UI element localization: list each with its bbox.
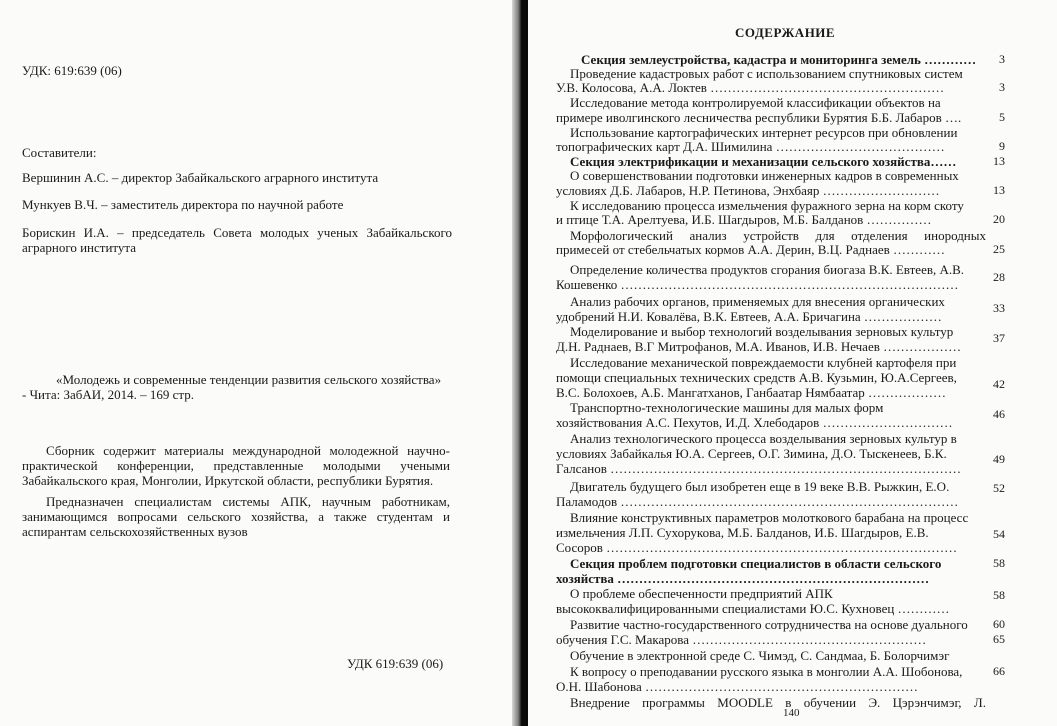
- toc-page-7: 20: [993, 212, 1005, 226]
- toc-page-8: 25: [993, 242, 1005, 256]
- toc-line-40: Обучение в электронной среде С. Чимэд, С. Сандмаа, Б. Болорчимэг: [570, 648, 950, 663]
- toc-line-25: хозяйствования А.С. Пехутов, И.Д. Хлебодаров …………………………: [556, 415, 953, 430]
- toc-page-21: 66: [993, 664, 1005, 678]
- toc-line-17: Анализ рабочих органов, применяемых для внесения органических: [570, 294, 945, 309]
- toc-line-18: удобрений Н.И. Ковалёва, В.К. Евтеев, А.А. Бричагина ………………: [556, 309, 942, 324]
- toc-page-15: 52: [993, 481, 1005, 495]
- book-spine: [512, 0, 528, 726]
- toc-line-27: условиях Забайкалья Ю.А. Сергеев, О.Г. Зимина, Д.О. Тыскенеев, Б.К.: [556, 446, 947, 461]
- toc-page-4: 9: [999, 139, 1005, 153]
- toc-line-24: Транспортно-технологические машины для малых форм: [570, 400, 884, 415]
- toc-line-11: К исследованию процесса измельчения фуражного зерна на корм скоту: [570, 198, 964, 213]
- toc-page-19: 60: [993, 617, 1005, 631]
- toc-line-37: высококвалифицированными специалистами Ю.С. Кухновец …………: [556, 601, 950, 616]
- toc-line-31: Влияние конструктивных параметров молоткового барабана на процесс: [570, 510, 969, 525]
- citation-line-2: - Чита: ЗабАИ, 2014. – 169 стр.: [22, 387, 194, 402]
- toc-page-3: 5: [999, 110, 1005, 124]
- abstract-line-5: занимающимся вопросами сельского хозяйства, а также студентам и: [22, 509, 450, 524]
- toc-line-19: Моделирование и выбор технологий возделывания зерновых культур: [570, 324, 954, 339]
- udk-top: УДК: 619:639 (06): [22, 63, 122, 78]
- toc-page-20: 65: [993, 632, 1005, 646]
- toc-line-23: В.С. Болохоев, А.Б. Мангатханов, Ганбаатар Нямбаатар ………………: [556, 385, 947, 400]
- toc-line-5: примере иволгинского лесничества республики Бурятия Б.Б. Лабаров ….: [556, 110, 962, 125]
- udk-bottom: УДК 619:639 (06): [347, 656, 444, 671]
- toc-line-41: К вопросу о преподавании русского языка в монголии А.А. Шобонова,: [570, 664, 963, 679]
- compilers-heading: Составители:: [22, 145, 97, 160]
- toc-line-13: Морфологический анализ устройств для отделения инородных: [570, 228, 986, 243]
- toc-line-4: Исследование метода контролируемой классификации объектов на: [570, 95, 941, 110]
- toc-page-18: 58: [993, 588, 1005, 602]
- abstract-line-3: Забайкальского края, Монголии, Иркутской области, республики Бурятия.: [22, 473, 434, 488]
- toc-line-12: и птице Т.А. Арелтуева, И.Б. Шагдыров, М.Б. Балданов ……………: [556, 212, 932, 227]
- toc-line-10: условиях Д.Б. Лабаров, Н.Р. Петинова, Энхбаяр ………………………: [556, 183, 940, 198]
- toc-page-1: 3: [999, 52, 1005, 66]
- toc-line-15: Определение количества продуктов сгорания биогаза В.К. Евтеев, А.В.: [570, 262, 965, 277]
- toc-line-28: Галсанов ………………………………………………………………………: [556, 461, 962, 476]
- toc-line-9: О совершенствовании подготовки инженерных кадров в современных: [570, 168, 959, 183]
- compiler-3: Борискин И.А. – председатель Совета молодых ученых Забайкальского: [22, 225, 452, 240]
- toc-line-29: Двигатель будущего был изобретен еще в 19 веке В.В. Рыжкин, Е.О.: [570, 479, 950, 494]
- toc-line-8: Секция электрификации и механизации сельского хозяйства……: [570, 154, 957, 169]
- toc-page-17: 58: [993, 556, 1005, 570]
- toc-page-6: 13: [993, 183, 1005, 197]
- toc-page-2: 3: [999, 80, 1005, 94]
- toc-title: СОДЕРЖАНИЕ: [735, 25, 836, 40]
- compiler-1: Вершинин А.С. – директор Забайкальского аграрного института: [22, 170, 379, 185]
- toc-line-32: измельчения Л.П. Сухорукова, М.Б. Балданов, И.Б. Шагдыров, Е.В.: [556, 525, 929, 540]
- toc-page-12: 42: [993, 377, 1005, 391]
- toc-page-5: 13: [993, 154, 1005, 168]
- toc-line-6: Использование картографических интернет ресурсов при обновлении: [570, 125, 958, 140]
- compiler-2: Мункуев В.Ч. – заместитель директора по научной работе: [22, 197, 344, 212]
- toc-page-11: 37: [993, 331, 1005, 345]
- left-page: [0, 0, 512, 726]
- abstract-line-4: Предназначен специалистам системы АПК, научным работникам,: [46, 494, 450, 509]
- toc-line-33: Сосоров ………………………………………………………………………: [556, 540, 958, 555]
- toc-line-7: топографических карт Д.А. Шимилина …………………………………: [556, 139, 945, 154]
- toc-line-21: Исследование механической повреждаемости клубней картофеля при: [570, 355, 957, 370]
- toc-line-26: Анализ технологического процесса возделывания зерновых культур в: [570, 431, 957, 446]
- citation-line-1: «Молодежь и современные тенденции развития сельского хозяйства»: [56, 372, 442, 387]
- toc-page-14: 49: [993, 452, 1005, 466]
- toc-line-16: Кошевенко ……………………………………………………………………: [556, 277, 959, 292]
- toc-line-22: помощи специальных технических средств А.В. Кузьмин, Ю.А.Сергеев,: [556, 370, 957, 385]
- toc-line-38: Развитие частно-государственного сотрудничества на основе дуального: [570, 617, 968, 632]
- toc-line-3: У.В. Колосова, А.А. Локтев ………………………………………………: [556, 80, 945, 95]
- abstract-line-2: практической конференции, представленные молодыми учеными: [22, 458, 450, 473]
- toc-line-14: примесей от стебельчатых кормов А.А. Дерин, В.Ц. Раднаев …………: [556, 242, 946, 257]
- toc-page-9: 28: [993, 270, 1005, 284]
- toc-line-36: О проблеме обеспеченности предприятий АПК: [570, 586, 833, 601]
- toc-line-20: Д.Н. Раднаев, В.Г Митрофанов, М.А. Иванов, И.В. Нечаев ………………: [556, 339, 962, 354]
- toc-page-10: 33: [993, 301, 1005, 315]
- toc-line-2: Проведение кадастровых работ с использованием спутниковых систем: [570, 66, 963, 81]
- page-number: 140: [783, 707, 800, 719]
- toc-line-43: Внедрение программы MOODLE в обучении Э. Цэрэнчимэг, Л.: [570, 695, 986, 710]
- toc-line-39: обучения Г.С. Макарова ………………………………………………: [556, 632, 927, 647]
- toc-page-13: 46: [993, 407, 1005, 421]
- abstract-line-1: Сборник содержит материалы международной молодежной научно-: [46, 443, 450, 458]
- toc-line-42: О.Н. Шабонова ………………………………………………………: [556, 679, 918, 694]
- abstract-line-6: аспирантам сельскохозяйственных вузов: [22, 524, 248, 539]
- toc-line-30: Паламодов ……………………………………………………………………: [556, 494, 959, 509]
- toc-line-35: хозяйства ………………………………………………………………: [556, 571, 930, 586]
- toc-page-16: 54: [993, 527, 1005, 541]
- toc-line-1: Секция землеустройства, кадастра и мониторинга земель …………: [581, 52, 977, 67]
- toc-line-34: Секция проблем подготовки специалистов в области сельского: [570, 556, 942, 571]
- compiler-3-cont: аграрного института: [22, 240, 137, 255]
